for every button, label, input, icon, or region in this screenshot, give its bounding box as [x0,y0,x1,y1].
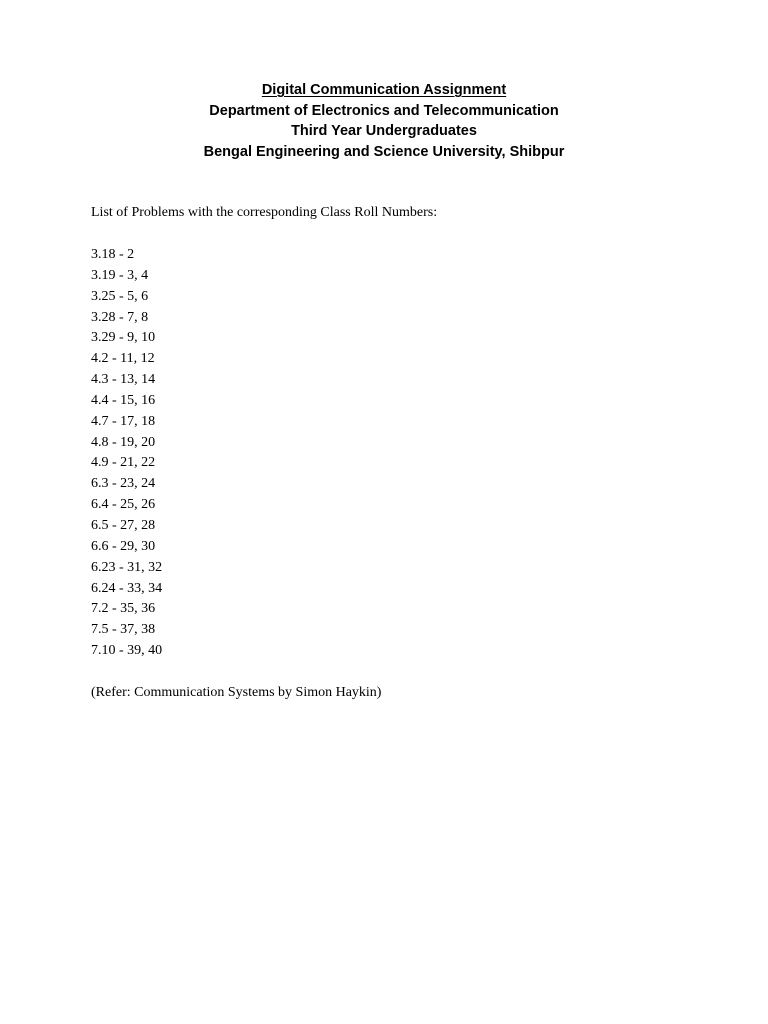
problem-item: 4.9 - 21, 22 [91,455,156,471]
year-line: Third Year Undergraduates [291,123,477,140]
document-title: Digital Communication Assignment [261,82,507,98]
problem-item: 4.2 - 11, 12 [91,351,155,367]
problem-item: 3.28 - 7, 8 [91,309,149,325]
problem-item: 6.23 - 31, 32 [91,559,163,575]
problem-item: 4.8 - 19, 20 [91,434,156,450]
problem-item: 6.6 - 29, 30 [91,538,156,554]
problem-item: 6.5 - 27, 28 [91,517,156,533]
problem-item: 7.5 - 37, 38 [91,622,156,638]
problem-item: 6.3 - 23, 24 [91,476,156,492]
intro-text: List of Problems with the corresponding Class Roll Numbers: [91,205,438,220]
problem-item: 4.3 - 13, 14 [91,372,156,388]
department-line: Department of Electronics and Telecommunication [209,102,559,119]
problem-item: 7.2 - 35, 36 [91,601,156,617]
problem-item: 4.7 - 17, 18 [91,413,156,429]
university-line: Bengal Engineering and Science University, Shibpur [203,143,565,160]
problem-item: 3.19 - 3, 4 [91,267,149,283]
problem-list [91,245,162,662]
problem-item: 3.25 - 5, 6 [91,288,149,304]
document-header [0,80,768,162]
problem-item: 6.24 - 33, 34 [91,580,163,596]
problem-item: 3.18 - 2 [91,247,135,262]
problem-item: 3.29 - 9, 10 [91,330,156,346]
reference-note: (Refer: Communication Systems by Simon Haykin) [91,685,382,700]
problem-item: 7.10 - 39, 40 [91,643,163,659]
problem-item: 6.4 - 25, 26 [91,497,156,513]
problem-item: 4.4 - 15, 16 [91,392,156,408]
